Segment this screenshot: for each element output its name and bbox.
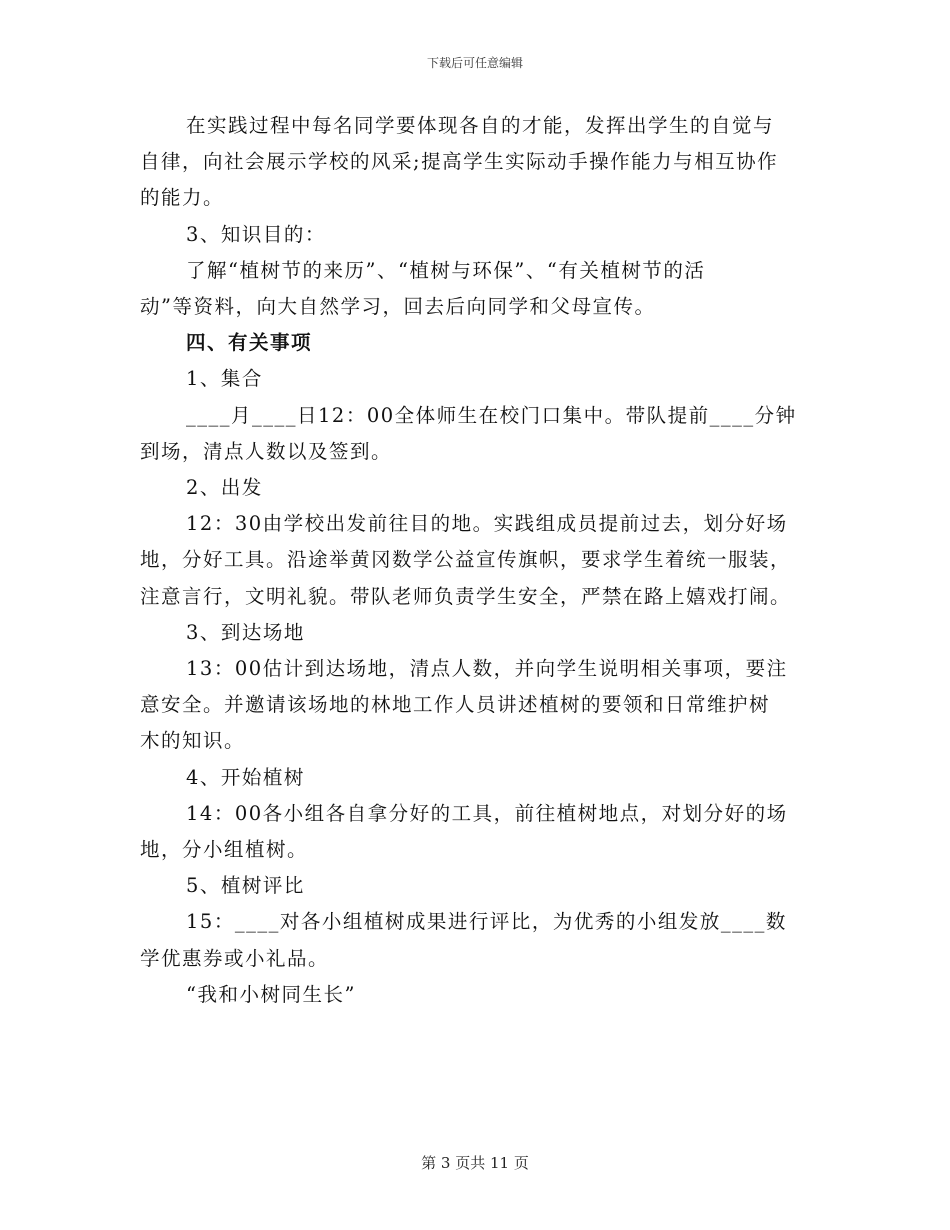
text-line: 了解“植树节的来历”、“植树与环保”、“有关植树节的活 <box>186 258 706 282</box>
section-heading: 5、植树评比 <box>186 874 305 898</box>
section-heading: 1、集合 <box>186 367 263 391</box>
section-heading: 2、出发 <box>186 476 263 499</box>
text-line: 意安全。并邀请该场地的林地工作人员讲述植树的要领和日常维护树 <box>140 693 771 717</box>
text-line: 地，分好工具。沿途举黄冈数学公益宣传旗帜，要求学生着统一服装， <box>140 548 792 572</box>
text-line: 15：____对各小组植树成果进行评比，为优秀的小组发放____数 <box>186 910 787 934</box>
text-line: 13：00估计到达场地，清点人数，并向学生说明相关事项，要注 <box>186 657 788 680</box>
subtitle-line: “我和小树同生长” <box>186 982 356 1006</box>
text-line: 到场，清点人数以及签到。 <box>140 439 393 463</box>
section-title: 四、有关事项 <box>186 331 313 355</box>
section-heading: 4、开始植树 <box>186 765 305 789</box>
text-line: 木的知识。 <box>140 729 246 753</box>
text-line: 注意言行，文明礼貌。带队老师负责学生安全，严禁在路上嬉戏打闹。 <box>140 584 792 608</box>
section-heading: 3、到达场地 <box>186 620 305 644</box>
page-footer: 第 3 页共 11 页 <box>421 1154 529 1172</box>
page-header: 下载后可任意编辑 <box>426 56 523 70</box>
text-line: 12：30由学校出发前往目的地。实践组成员提前过去，划分好场 <box>186 512 788 536</box>
text-line: 的能力。 <box>140 186 225 210</box>
text-line: 动”等资料，向大自然学习，回去后向同学和父母宣传。 <box>140 295 656 318</box>
text-line: ____月____日12：00全体师生在校门口集中。带队提前____分钟 <box>186 403 797 427</box>
text-line: 自律，向社会展示学校的风采;提高学生实际动手操作能力与相互协作 <box>140 150 779 174</box>
text-line: 地，分小组植树。 <box>140 838 309 861</box>
text-line: 学优惠券或小礼品。 <box>140 946 330 970</box>
text-line: 14：00各小组各自拿分好的工具，前往植树地点，对划分好的场 <box>186 801 788 825</box>
text-line: 在实践过程中每名同学要体现各自的才能，发挥出学生的自觉与 <box>186 114 775 137</box>
section-heading: 3、知识目的： <box>186 222 326 246</box>
